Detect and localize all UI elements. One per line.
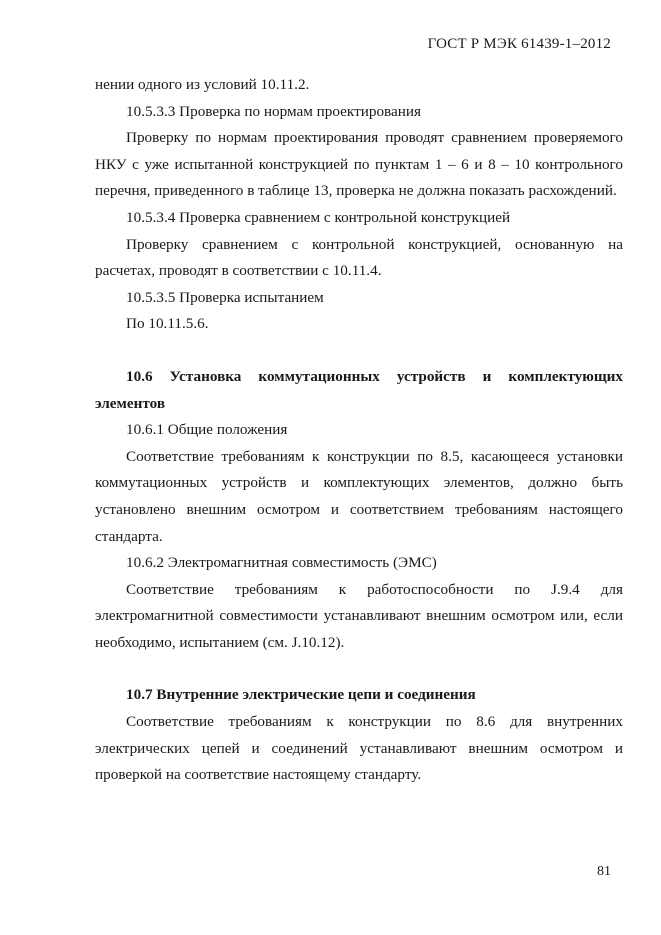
section-spacer <box>95 656 623 682</box>
document-header: ГОСТ Р МЭК 61439-1–2012 <box>427 36 611 52</box>
subsection-heading-10-6-1: 10.6.1 Общие положения <box>126 421 288 439</box>
section-heading-10-6: 10.6 Установка коммутационных устройств и комплектующих элементов <box>95 367 623 412</box>
page-number: 81 <box>597 864 611 879</box>
subsection-heading-10-5-3-5: 10.5.3.5 Проверка испытанием <box>126 288 324 306</box>
subsection-heading-10-6-2: 10.6.2 Электромагнитная совместимость (ЭМС) <box>126 554 437 572</box>
document-body <box>95 72 623 789</box>
paragraph-emc: Соответствие требованиям к работоспособности по J.9.4 для электромагнитной совместимости устанавливают внешним осмотром или, если необходимо, испытанием (см. J.10.12). <box>95 580 623 651</box>
section-spacer <box>95 338 623 364</box>
paragraph-continuation: нении одного из условий 10.11.2. <box>95 76 310 93</box>
section-heading-10-7: 10.7 Внутренние электрические цепи и соединения <box>126 686 476 704</box>
subsection-heading-10-5-3-4: 10.5.3.4 Проверка сравнением с контрольной конструкцией <box>126 208 511 226</box>
paragraph-design-rules-check: Проверку по нормам проектирования проводят сравнением проверяемого НКУ с уже испытанной конструкцией по пунктам 1 – 6 и 8 – 10 контрольного перечня, приведенного в таблице 13, проверка не должна показать расхождений. <box>95 129 623 200</box>
paragraph-general-provisions: Соответствие требованиям к конструкции по 8.5, касающееся установки коммутационных устройств и комплектующих элементов, должно быть установлено внешним осмотром и соответствием требованиям настоящего стандарта. <box>95 447 623 545</box>
paragraph-test-reference: По 10.11.5.6. <box>126 315 209 333</box>
subsection-heading-10-5-3-3: 10.5.3.3 Проверка по нормам проектирования <box>126 102 421 120</box>
paragraph-internal-circuits: Соответствие требованиям к конструкции по 8.6 для внутренних электрических цепей и соединений устанавливают внешним осмотром и проверкой на соответствие настоящему стандарту. <box>95 713 623 784</box>
paragraph-reference-comparison: Проверку сравнением с контрольной конструкцией, основанную на расчетах, проводят в соответствии с 10.11.4. <box>95 235 623 280</box>
